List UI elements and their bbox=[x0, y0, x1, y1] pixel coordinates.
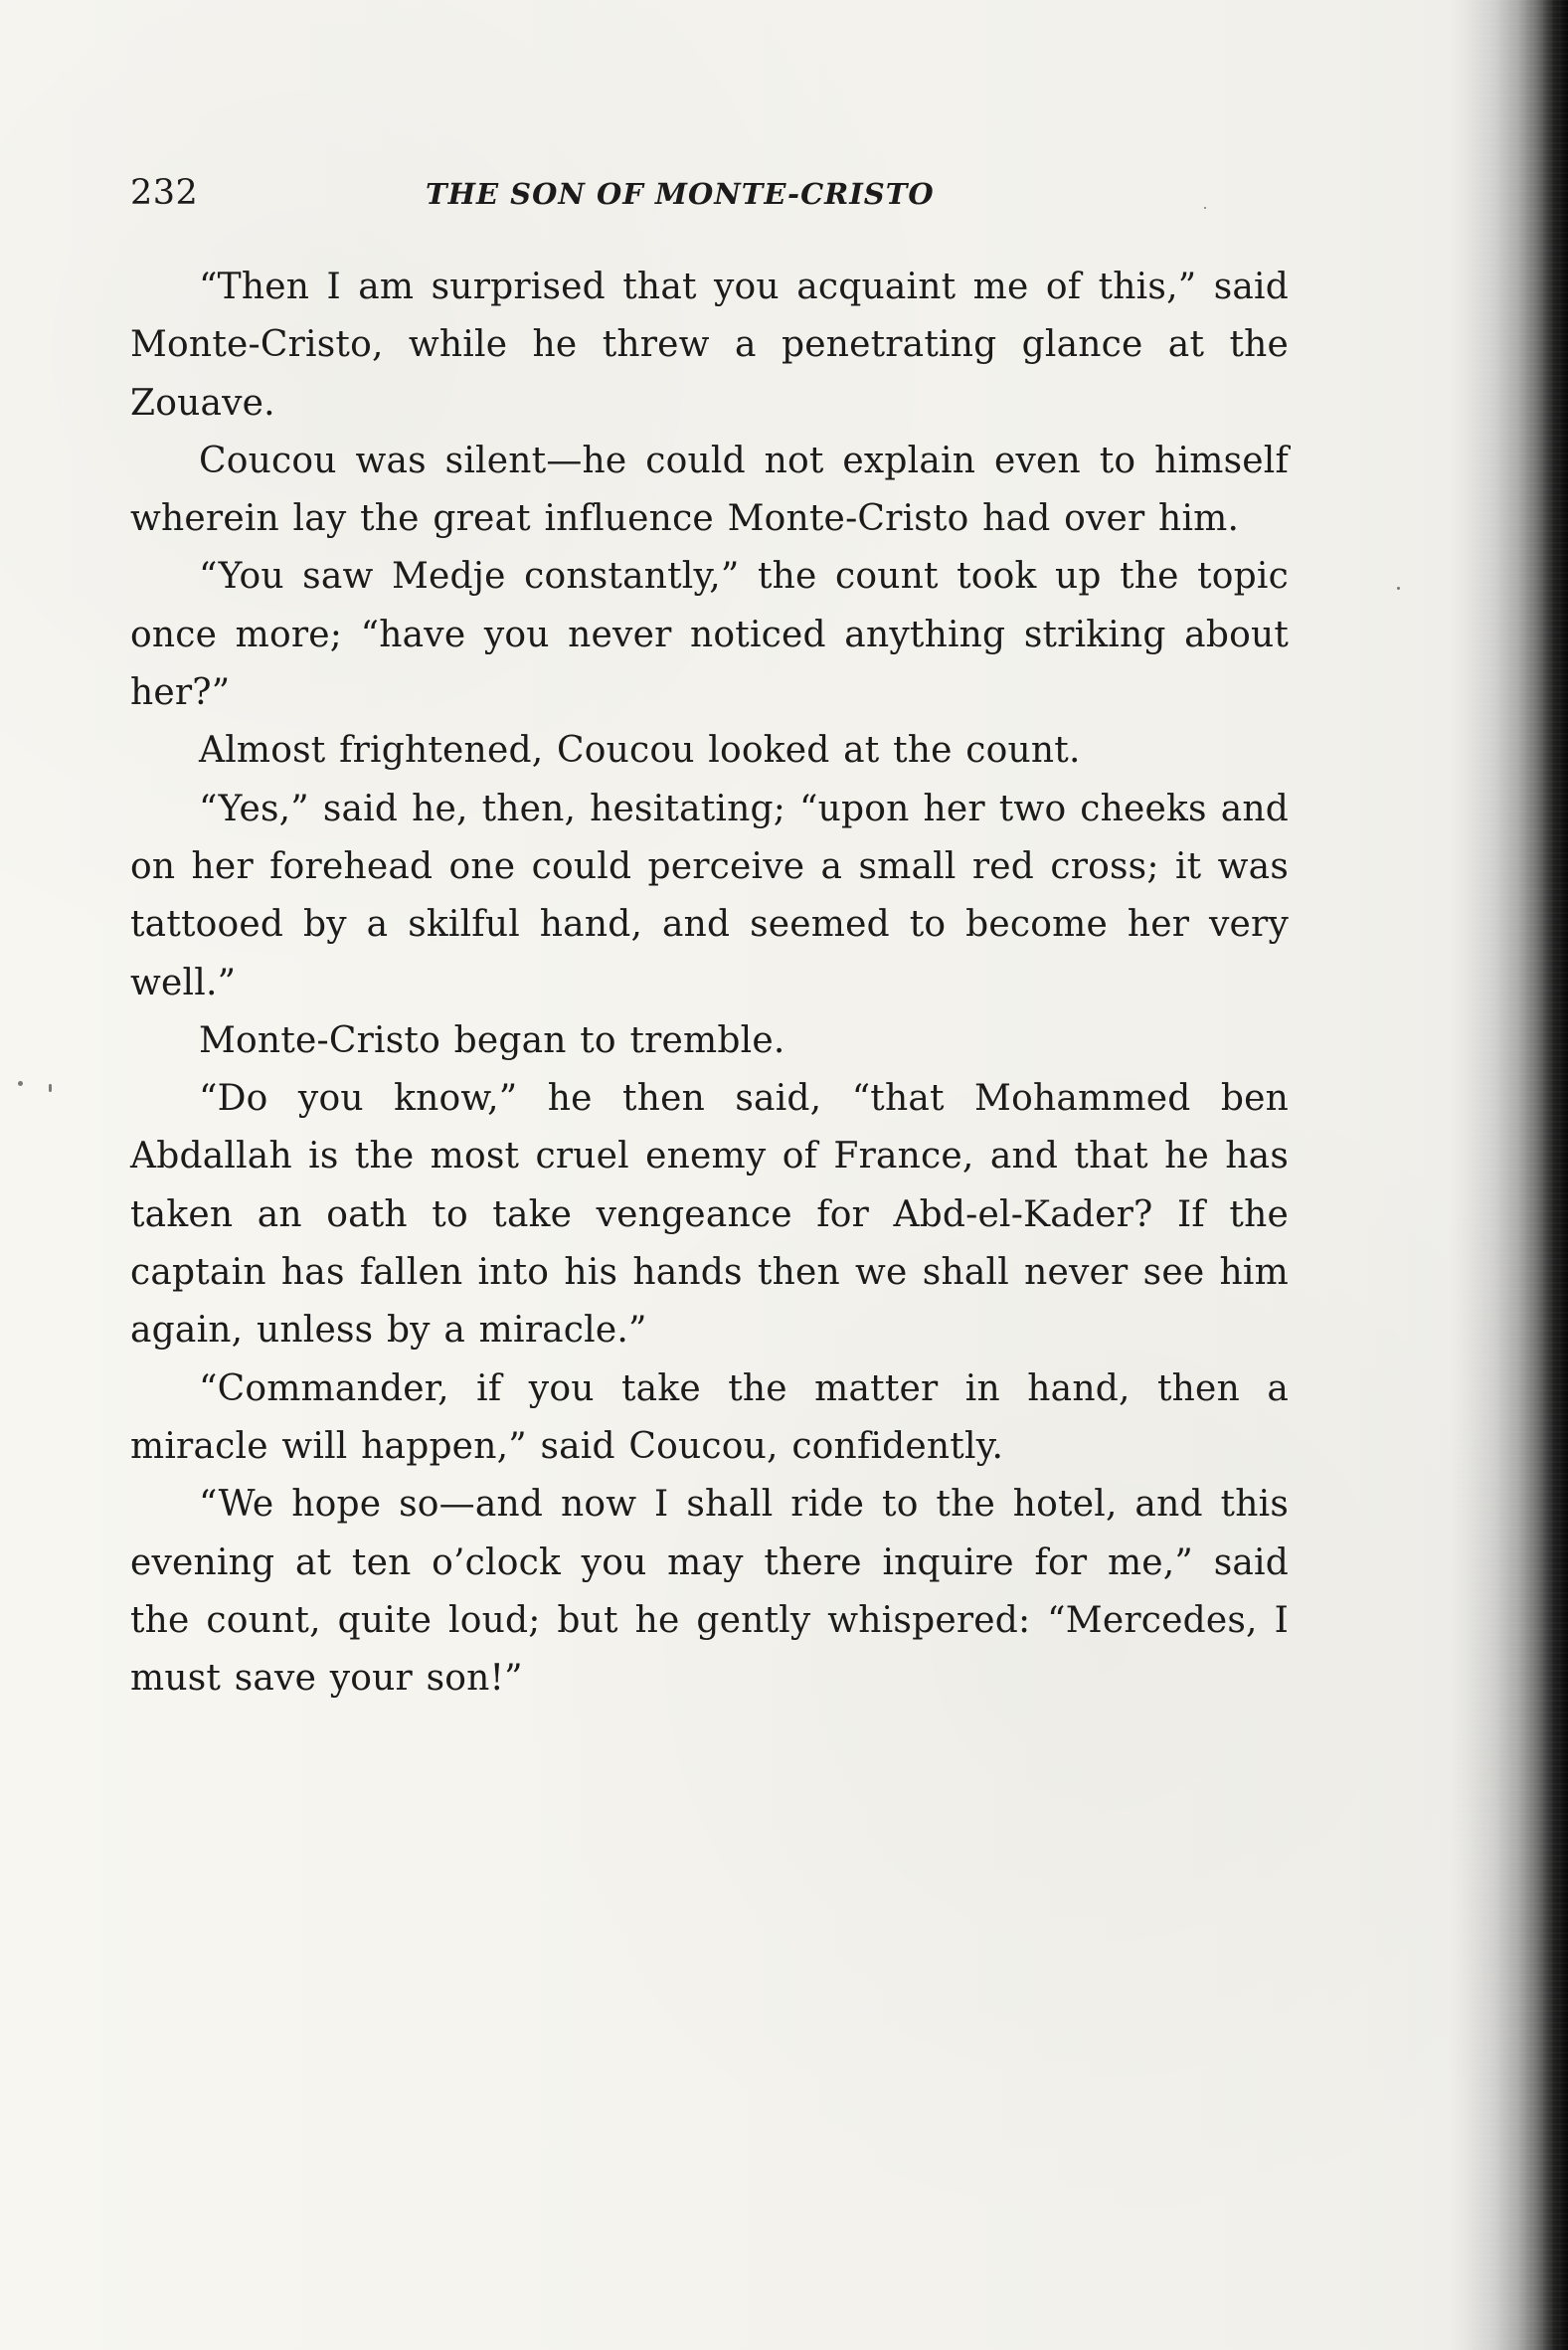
paragraph-1: “Then I am surprised that you acquaint me of this,” said Monte-Cristo, while he threw a penetrating glance at the Zouave. bbox=[130, 267, 1289, 424]
paragraph-4: Almost frightened, Coucou looked at the count. bbox=[199, 730, 1081, 772]
paragraph-3: “You saw Medje constantly,” the count took up the topic once more; “have you never noticed anything striking about her?” bbox=[130, 556, 1289, 714]
paragraph-8: “Commander, if you take the matter in hand, then a miracle will happen,” said Coucou, confidently. bbox=[130, 1367, 1289, 1467]
paragraph-9: “We hope so—and now I shall ride to the hotel, and this evening at ten o’clock you may there inquire for me,” said the count, quite loud; but he gently whispered: “Mercedes, I must save your son!” bbox=[130, 1484, 1289, 1700]
margin-speck bbox=[1397, 587, 1400, 590]
margin-speck bbox=[18, 1081, 23, 1086]
paragraph-5: “Yes,” said he, then, hesitating; “upon her two cheeks and on her forehead one could perceive a small red cross; it was tattooed by a skilful hand, and seemed to become her very well.” bbox=[130, 788, 1289, 1003]
paragraph-6: Monte-Cristo began to tremble. bbox=[199, 1019, 785, 1061]
running-title: THE SON OF MONTE-CRISTO bbox=[426, 177, 935, 211]
body-text bbox=[130, 259, 1289, 1708]
page-number: 232 bbox=[130, 173, 199, 213]
paragraph-7: “Do you know,” he then said, “that Mohammed ben Abdallah is the most cruel enemy of France, and that he has taken an oath to take vengeance for Abd-el-Kader? If the captain has fallen into his hands then we shall never see him again, unless by a miracle.” bbox=[130, 1078, 1289, 1352]
margin-speck bbox=[1204, 207, 1206, 209]
page-header bbox=[130, 173, 1289, 221]
binding-texture bbox=[1454, 0, 1568, 2350]
margin-speck bbox=[49, 1084, 52, 1092]
paragraph-2: Coucou was silent—he could not explain even to himself wherein lay the great influence Monte-Cristo had over him. bbox=[130, 440, 1289, 540]
